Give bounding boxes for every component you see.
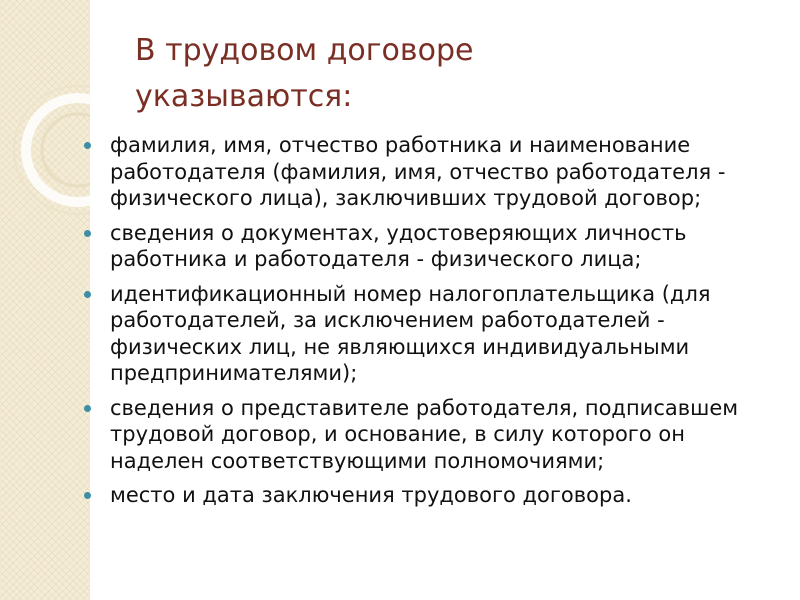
list-item-text: место и дата заключения трудового договора. [110,483,632,507]
list-item [80,132,785,212]
list-item [80,220,785,273]
circle-ornament-icon [0,0,90,600]
decorative-side-panel [0,0,90,600]
list-item-text: фамилия, имя, отчество работника и наименование работодателя (фамилия, имя, отчество работодателя - физического лица), заключивших трудовой договор; [110,133,726,210]
list-item-text: сведения о документах, удостоверяющих личность работника и работодателя - физического лица; [110,220,687,271]
bullet-list [80,132,785,517]
bullet-icon [84,230,91,237]
list-item [80,482,785,509]
list-item [80,281,785,387]
bullet-icon [84,492,91,499]
list-item-text: сведения о представителе работодателя, подписавшем трудовой договор, и основание, в силу которого он наделен соответствующими полномочиями; [110,395,739,473]
bullet-icon [84,405,91,412]
bullet-icon [84,142,91,149]
slide-title: В трудовом договоре указываются: [135,33,474,114]
list-item-text: идентификационный номер налогоплательщика (для работодателей, за исключением работодателей - физических лиц, не являющихся индивидуальными предпринимателями); [110,281,711,385]
list-item [80,395,785,475]
bullet-icon [84,291,91,298]
